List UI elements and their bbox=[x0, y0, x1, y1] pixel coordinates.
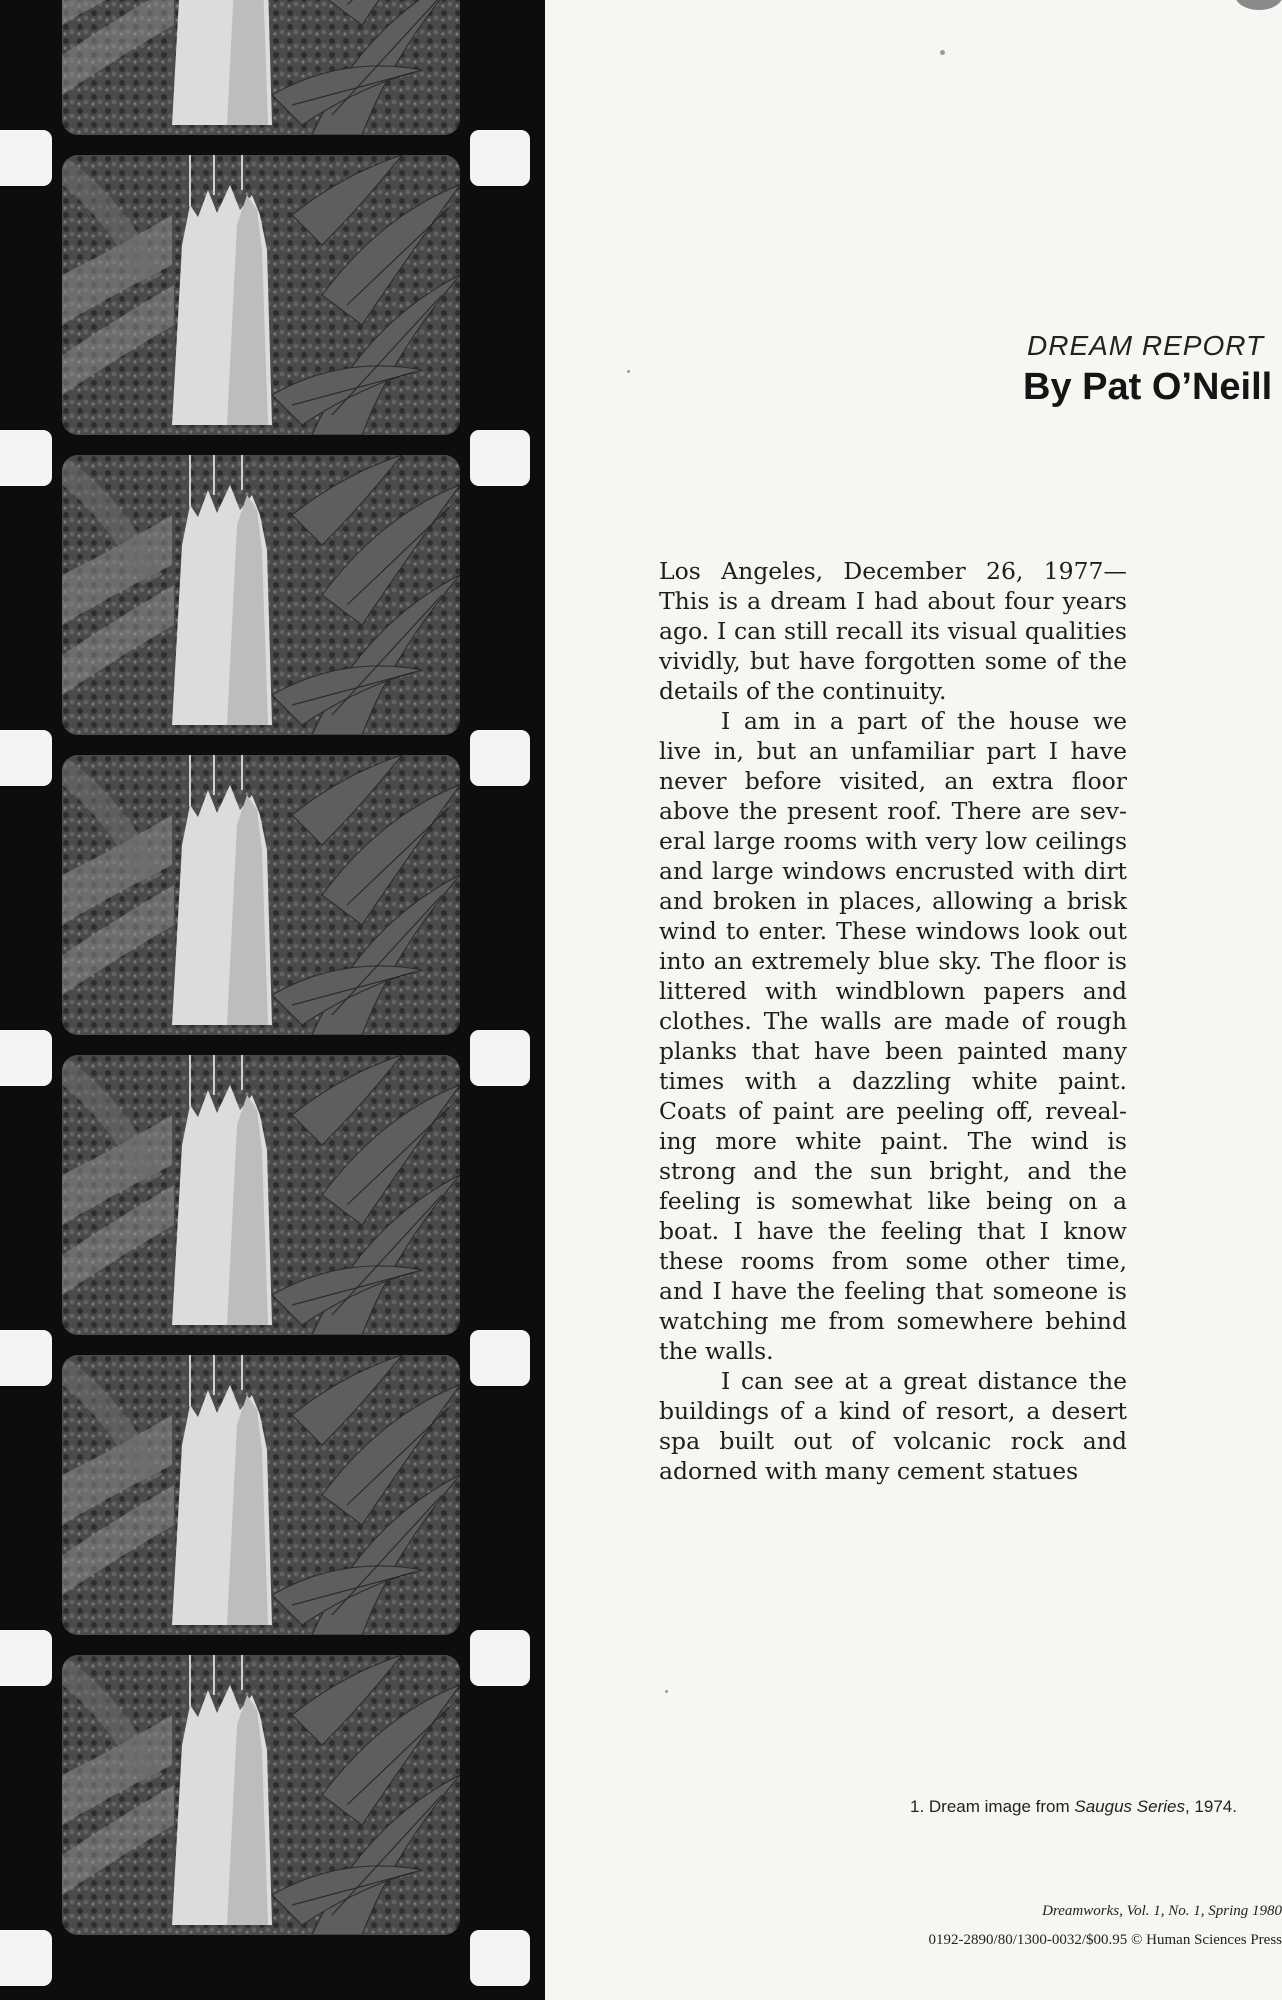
paragraph-3: I can see at a great distance the buildings of a kind of resort, a desert spa built out of volcanic rock and adorned with many cement statues bbox=[659, 1367, 1127, 1485]
paragraph-2: I am in a part of the house we live in, but an unfamiliar part I have never before visited, an extra floor above the present roof. There are several large rooms with very low ceilings and large windows encrusted with dirt and broken in places, allowing a brisk wind to enter. These windows look out into an extremely blue sky. The floor is littered with windblown papers and clothes. The walls are made of rough planks that have been painted many times with a dazzling white paint. Coats of paint are peeling off, revealing more white paint. The wind is strong and the sun bright, and the feeling is somewhat like being on a boat. I have the feeling that I know these rooms from some other time, and I have the feeling that someone is watching me from somewhere behind the walls. bbox=[659, 707, 1127, 1365]
perforation-hole bbox=[470, 1930, 530, 1986]
corner-mark bbox=[1235, 0, 1282, 10]
page bbox=[545, 0, 1282, 2000]
film-frame bbox=[62, 1055, 460, 1335]
perforation-hole bbox=[470, 1330, 530, 1386]
perforation-hole bbox=[0, 730, 52, 786]
perforation-hole bbox=[470, 430, 530, 486]
journal-citation: Dreamworks, Vol. 1, No. 1, Spring 1980 bbox=[1042, 1903, 1282, 1919]
film-frame bbox=[62, 1655, 460, 1935]
film-frame bbox=[62, 755, 460, 1035]
perforation-hole bbox=[470, 1030, 530, 1086]
film-frame bbox=[62, 155, 460, 435]
perforation-hole bbox=[0, 1630, 52, 1686]
perforation-hole bbox=[470, 730, 530, 786]
perforation-hole bbox=[0, 1030, 52, 1086]
film-frame bbox=[62, 0, 460, 135]
article-body bbox=[659, 556, 1127, 1486]
perforation-hole bbox=[470, 130, 530, 186]
speck-mark bbox=[665, 1690, 668, 1693]
figure-caption bbox=[910, 1797, 1237, 1817]
speck-mark bbox=[627, 370, 630, 373]
speck-mark bbox=[940, 50, 945, 55]
article-author: By Pat O’Neill bbox=[1023, 366, 1273, 408]
copyright-line: 0192-2890/80/1300-0032/$00.95 © Human Sciences Press bbox=[928, 1932, 1282, 1948]
film-frame bbox=[62, 455, 460, 735]
article-title: DREAM REPORT bbox=[1027, 330, 1265, 361]
caption-suffix: , 1974. bbox=[1184, 1797, 1237, 1816]
caption-prefix: 1. Dream image from bbox=[910, 1797, 1075, 1816]
perforation-hole bbox=[0, 1330, 52, 1386]
paragraph-1: Los Angeles, December 26, 1977— This is a dream I had about four years ago. I can still recall its visual qualities vividly, but have forgotten some of the details of the continuity. bbox=[659, 557, 1127, 705]
caption-work-title: Saugus Series bbox=[1074, 1797, 1185, 1816]
perforation-hole bbox=[0, 130, 52, 186]
perforation-hole bbox=[0, 1930, 52, 1986]
film-strip-image bbox=[0, 0, 545, 2000]
perforation-hole bbox=[0, 430, 52, 486]
film-frame bbox=[62, 1355, 460, 1635]
perforation-hole bbox=[470, 1630, 530, 1686]
